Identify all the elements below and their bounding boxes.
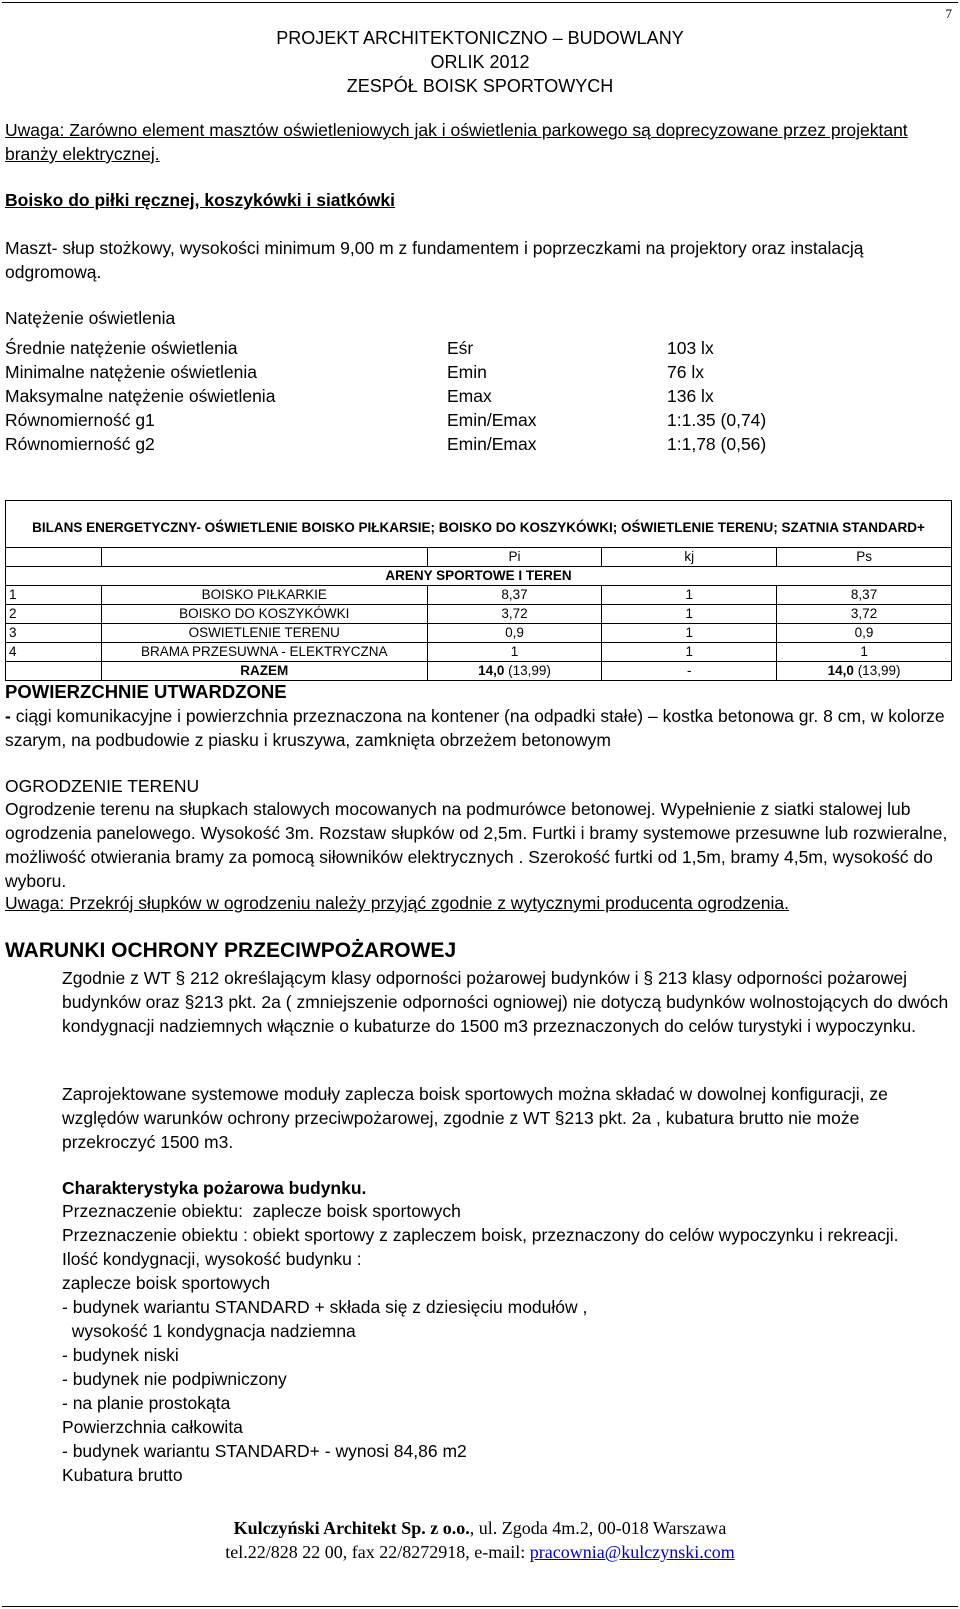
paved-text [5,704,950,752]
footer-address: , ul. Zgoda 4m.2, 00-018 Warszawa [469,1518,727,1538]
list-item: Powierzchnia całkowita [62,1417,243,1437]
table-row [6,567,952,586]
footer-line-1 [0,1516,960,1540]
row-kj: 1 [602,605,777,624]
list-item: Kubatura brutto [62,1465,183,1485]
footer-rule [2,1606,958,1607]
row-number: 4 [6,643,102,662]
illuminance-name: Równomierność g1 [5,410,155,430]
fire-paragraph-1: Zgodnie z WT § 212 określającym klasy odporności pożarowej budynków i § 213 klasy odporności pożarowej budynków oraz §213 pkt. 2a ( zmniejszenie odporności ogniowej) nie dotyczą budynków wolnostojących do dwóch kondygnacji nadziemnych włącznie o kubaturze do 1500 m3 przeznaczonych do celów turystyki i wypoczynku. [62,968,949,1036]
characteristics-list [62,1199,950,1487]
row-name: OSWIETLENIE TERENU [101,624,427,643]
illuminance-value: 136 lx [667,386,714,406]
footer-line-2 [0,1540,960,1564]
list-item: - budynek niski [62,1345,179,1365]
row-kj: 1 [602,643,777,662]
row-number: 1 [6,586,102,605]
court-heading: Boisko do piłki ręcznej, koszykówki i siatkówki [5,190,395,210]
table-cell [101,548,427,567]
row-ps: 3,72 [777,605,952,624]
mast-description: Maszt- słup stożkowy, wysokości minimum 9,00 m z fundamentem i poprzeczkami na projektory oraz instalacją odgromową. [5,238,864,282]
total-pi [427,662,602,681]
table-row [5,432,766,456]
row-name: BOISKO PIŁKARKIE [101,586,427,605]
illuminance-symbol: Eśr [447,338,474,358]
table-cell [6,548,102,567]
table-row [5,408,766,432]
illuminance-value: 76 lx [667,362,704,382]
header-line-2: ORLIK 2012 [430,52,530,72]
illuminance-name: Maksymalne natężenie oświetlenia [5,386,276,406]
row-kj: 1 [602,586,777,605]
table-row [6,501,952,548]
energy-balance-title: BILANS ENERGETYCZNY- OŚWIETLENIE BOISKO PIŁKARSIE; BOISKO DO KOSZYKÓWKI; OŚWIETLENIE TERENU; SZATNIA STANDARD+ [6,501,952,548]
column-header-pi: Pi [427,548,602,567]
lighting-note: Uwaga: Zarówno element masztów oświetleniowych jak i oświetlenia parkowego są doprecyzowane przez projektant branży elektrycznej. [5,120,908,164]
row-ps: 8,37 [777,586,952,605]
list-item: Przeznaczenie obiektu : obiekt sportowy z zapleczem boisk, przeznaczony do celów wypoczynku i rekreacji. [62,1225,899,1245]
row-ps: 1 [777,643,952,662]
total-kj: - [602,662,777,681]
header-line-1: PROJEKT ARCHITEKTONICZNO – BUDOWLANY [276,28,684,48]
row-pi: 3,72 [427,605,602,624]
row-number: 2 [6,605,102,624]
illuminance-value: 1:1.35 (0,74) [667,410,767,430]
fire-paragraph-2: Zaprojektowane systemowe moduły zaplecza boisk sportowych można składać w dowolnej konfiguracji, ze względów warunków ochrony przeciwpożarowej, zgodnie z WT §213 pkt. 2a , kubatura brutto nie może przekroczyć 1500 m3. [62,1084,888,1152]
fence-heading: OGRODZENIE TERENU [5,776,200,796]
table-row [6,548,952,567]
list-item: - budynek wariantu STANDARD+ - wynosi 84,86 m2 [62,1441,467,1461]
illuminance-heading: Natężenie oświetlenia [5,308,176,328]
table-row [6,643,952,662]
paved-dash: - [5,706,11,726]
table-row [6,586,952,605]
table-cell [6,662,102,681]
row-ps: 0,9 [777,624,952,643]
column-header-ps: Ps [777,548,952,567]
list-item: Przeznaczenie obiektu: zaplecze boisk sportowych [62,1201,461,1221]
table-row [5,360,766,384]
illuminance-symbol: Emin [447,362,487,382]
row-pi: 1 [427,643,602,662]
total-ps [777,662,952,681]
row-pi: 8,37 [427,586,602,605]
illuminance-value: 103 lx [667,338,714,358]
characteristics-heading: Charakterystyka pożarowa budynku. [62,1178,367,1198]
illuminance-name: Równomierność g2 [5,434,155,454]
footer-email-link[interactable]: pracownia@kulczynski.com [529,1542,735,1562]
list-item: - budynek nie podpiwniczony [62,1369,287,1389]
energy-balance-table [5,500,952,681]
total-ps-rest: (13,99) [853,663,901,678]
fence-text: Ogrodzenie terenu na słupkach stalowych mocowanych na podmurówce betonowej. Wypełnienie z siatki stalowej lub ogrodzenia panelowego. Wysokość 3m. Rozstaw słupków od 2,5m. Furtki i bramy systemowe przesuwne lub rozwieralne, możliwość otwierania bramy za pomocą siłowników elektrycznych . Szerokość furtki od 1,5m, bramy 4,5m, wysokość do wyboru. [5,799,948,891]
paved-heading: POWIERZCHNIE UTWARDZONE [5,681,287,702]
page-number: 7 [945,6,952,21]
header-line-3: ZESPÓŁ BOISK SPORTOWYCH [346,76,614,96]
footer [0,1516,960,1564]
list-item: wysokość 1 kondygnacja nadziemna [62,1321,356,1341]
row-pi: 0,9 [427,624,602,643]
table-row [5,384,766,408]
illuminance-table [5,336,766,456]
list-item: zaplecze boisk sportowych [62,1273,271,1293]
list-item: Ilość kondygnacji, wysokość budynku : [62,1249,362,1269]
list-item: - budynek wariantu STANDARD + składa się z dziesięciu modułów , [62,1297,588,1317]
header-rule [2,2,958,3]
illuminance-symbol: Emin/Emax [447,410,537,430]
paved-description: ciągi komunikacyjne i powierzchnia przeznaczona na kontener (na odpadki stałe) – kostka betonowa gr. 8 cm, w kolorze szarym, na podbudowie z piasku i kruszywa, zamknięta obrzeżem betonowym [5,706,945,750]
table-row [6,605,952,624]
total-label: RAZEM [101,662,427,681]
row-name: BOISKO DO KOSZYKÓWKI [101,605,427,624]
illuminance-value: 1:1,78 (0,56) [667,434,767,454]
document-header [0,26,960,98]
illuminance-name: Minimalne natężenie oświetlenia [5,362,257,382]
footer-contact: tel.22/828 22 00, fax 22/8272918, e-mail: [225,1542,530,1562]
table-row [6,662,952,681]
group-header: ARENY SPORTOWE I TEREN [6,567,952,586]
list-item: - na planie prostokąta [62,1393,231,1413]
total-ps-bold: 14,0 [827,663,854,678]
column-header-kj: kj [602,548,777,567]
fence-note: Uwaga: Przekrój słupków w ogrodzeniu należy przyjąć zgodnie z wytycznymi producenta ogrodzenia. [5,893,789,913]
row-number: 3 [6,624,102,643]
row-kj: 1 [602,624,777,643]
illuminance-name: Średnie natężenie oświetlenia [5,338,238,358]
total-pi-rest: (13,99) [504,663,551,678]
fire-heading: WARUNKI OCHRONY PRZECIWPOŻAROWEJ [5,939,457,962]
table-row [5,336,766,360]
illuminance-symbol: Emin/Emax [447,434,537,454]
row-name: BRAMA PRZESUWNA - ELEKTRYCZNA [101,643,427,662]
footer-company: Kulczyński Architekt Sp. z o.o. [233,1518,470,1538]
total-pi-bold: 14,0 [478,663,505,678]
illuminance-symbol: Emax [447,386,492,406]
table-row [6,624,952,643]
